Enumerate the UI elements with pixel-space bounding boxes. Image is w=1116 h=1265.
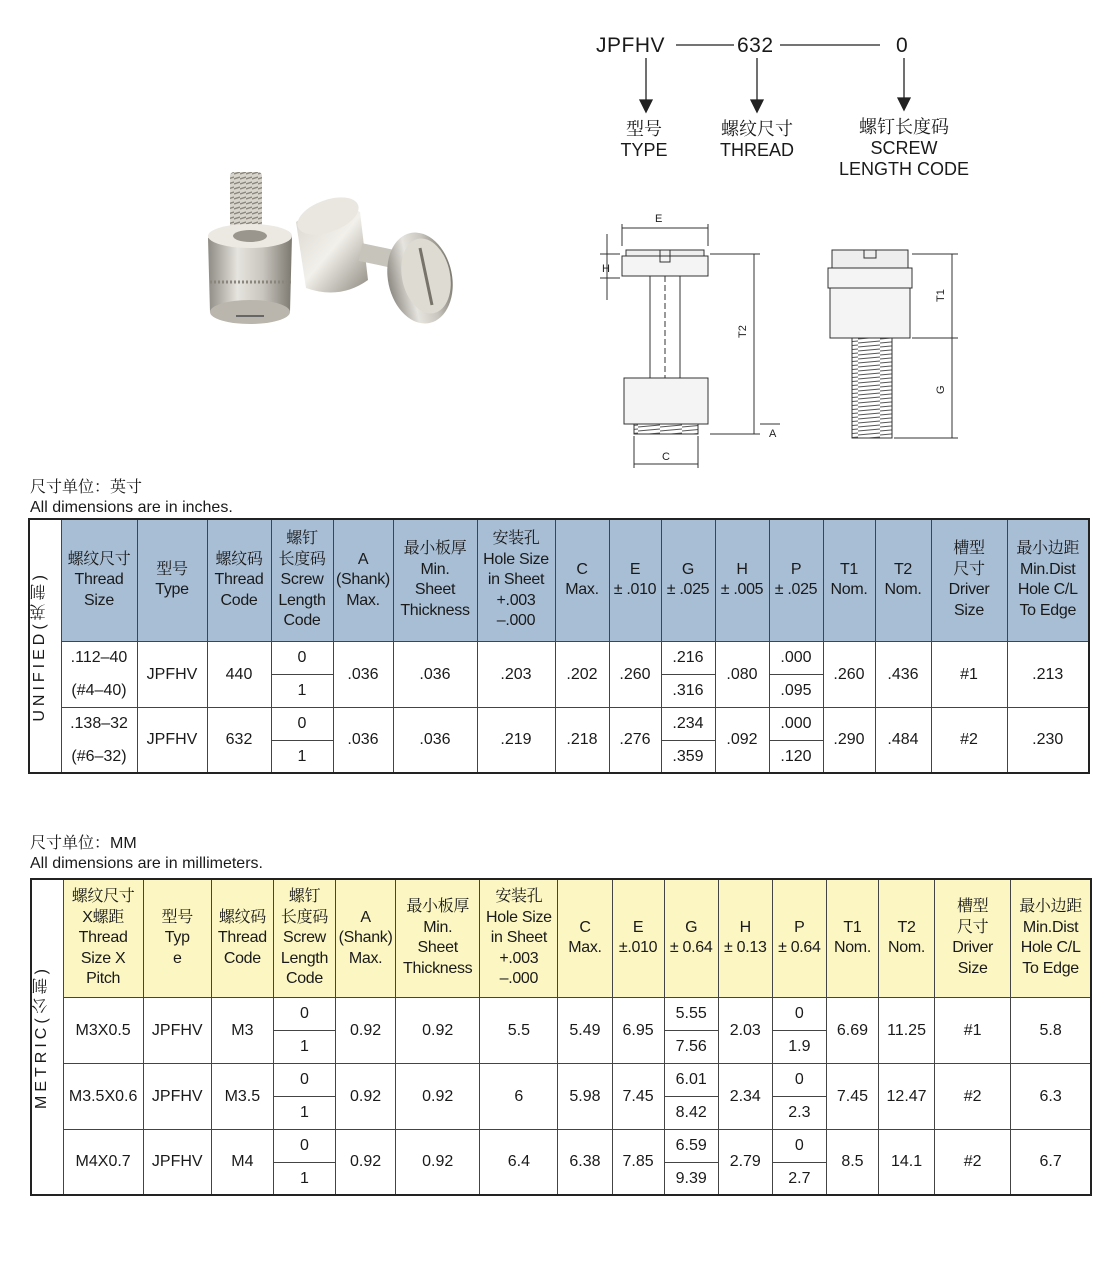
cell-g: 7.56	[664, 1030, 718, 1063]
cell-hole: 6	[480, 1063, 558, 1129]
cell-code: M4	[211, 1129, 273, 1195]
cell-a: 0.92	[336, 1063, 396, 1129]
unified-unit-en: All dimensions are in inches.	[30, 499, 233, 516]
metric-side-label: METRIC(公制)	[33, 965, 50, 1109]
illustrations	[0, 0, 1116, 480]
hdr-thread-code: 螺纹码 Thread Code	[207, 519, 271, 641]
cell-t2: 12.47	[879, 1063, 935, 1129]
table-row	[31, 1063, 1091, 1096]
cell-len: 1	[271, 740, 333, 773]
cell-t1: 8.5	[826, 1129, 878, 1195]
cell-len: 0	[271, 707, 333, 740]
callout-length-en2: LENGTH CODE	[838, 159, 970, 179]
cell-type: JPFHV	[137, 707, 207, 773]
drawing-assembled-view	[828, 250, 958, 438]
hdr-min-sheet: 最小板厚 Min. Sheet Thickness	[393, 519, 477, 641]
unified-unit-cn: 尺寸单位：英寸	[30, 479, 143, 496]
callout-length-en: SCREW	[870, 138, 938, 158]
table-row	[31, 997, 1091, 1030]
hdr-t1: T1 Nom.	[823, 519, 875, 641]
cell-sheet: .036	[393, 707, 477, 773]
cell-p: 2.3	[772, 1096, 826, 1129]
cell-p: .000	[769, 707, 823, 740]
callout-type-cn: 型号	[626, 119, 662, 139]
hdr-c: C Max.	[558, 879, 612, 997]
cell-len: 0	[273, 997, 335, 1030]
metric-table	[30, 878, 1092, 1196]
cell-thread: M3.5X0.6	[63, 1063, 143, 1129]
cell-g: 5.55	[664, 997, 718, 1030]
label-A: A	[769, 428, 777, 440]
hdr-a: A (Shank) Max.	[333, 519, 393, 641]
hdr-t2: T2 Nom.	[879, 879, 935, 997]
cell-g: 9.39	[664, 1162, 718, 1195]
cell-c: 5.98	[558, 1063, 612, 1129]
cell-sheet: .036	[393, 641, 477, 707]
cell-thread: .112–40 (#4–40)	[61, 641, 137, 707]
cell-c: .202	[555, 641, 609, 707]
cell-len: 0	[271, 641, 333, 674]
cell-len: 0	[273, 1129, 335, 1162]
cell-thread: .138–32 (#6–32)	[61, 707, 137, 773]
cell-len: 0	[273, 1063, 335, 1096]
label-T1: T1	[935, 289, 947, 302]
cell-c: 5.49	[558, 997, 612, 1063]
cell-len: 1	[271, 674, 333, 707]
cell-t1: 7.45	[826, 1063, 878, 1129]
cell-type: JPFHV	[137, 641, 207, 707]
cell-p: 0	[772, 997, 826, 1030]
hdr-t1: T1 Nom.	[826, 879, 878, 997]
cell-p: .000	[769, 641, 823, 674]
hdr-length-code: 螺钉 长度码 Screw Length Code	[273, 879, 335, 997]
hdr-t2: T2 Nom.	[875, 519, 931, 641]
cell-p: .120	[769, 740, 823, 773]
pn-type: JPFHV	[596, 34, 666, 57]
hdr-thread: 螺纹尺寸 X螺距 Thread Size X Pitch	[63, 879, 143, 997]
hdr-e: E ± .010	[609, 519, 661, 641]
cell-e: 6.95	[612, 997, 664, 1063]
cell-edge: 5.8	[1011, 997, 1091, 1063]
cell-sheet: 0.92	[396, 1063, 480, 1129]
cell-len: 1	[273, 1096, 335, 1129]
hdr-thread: 螺纹尺寸 Thread Size	[61, 519, 137, 641]
unified-side-label: UNIFIED(英制)	[31, 570, 48, 722]
cell-p: 0	[772, 1063, 826, 1096]
cell-edge: .213	[1007, 641, 1089, 707]
cell-t2: .484	[875, 707, 931, 773]
cell-g: .359	[661, 740, 715, 773]
cell-edge: 6.7	[1011, 1129, 1091, 1195]
pn-length: 0	[896, 34, 909, 57]
cell-code: M3.5	[211, 1063, 273, 1129]
cell-code: 632	[207, 707, 271, 773]
cell-a: .036	[333, 641, 393, 707]
hdr-type: 型号 Type	[137, 519, 207, 641]
cell-t2: 11.25	[879, 997, 935, 1063]
hdr-hole: 安装孔 Hole Size in Sheet +.003 –.000	[480, 879, 558, 997]
cell-edge: .230	[1007, 707, 1089, 773]
hdr-h: H ± .005	[715, 519, 769, 641]
cell-p: 0	[772, 1129, 826, 1162]
cell-p: 1.9	[772, 1030, 826, 1063]
cell-p: 2.7	[772, 1162, 826, 1195]
cell-thread: M4X0.7	[63, 1129, 143, 1195]
hdr-p: P ± .025	[769, 519, 823, 641]
cell-c: .218	[555, 707, 609, 773]
cell-driver: #1	[931, 641, 1007, 707]
hdr-driver: 槽型 尺寸 Driver Size	[935, 879, 1011, 997]
drawing-side-view	[600, 224, 780, 468]
cell-len: 1	[273, 1162, 335, 1195]
cell-t2: .436	[875, 641, 931, 707]
callout-length-cn: 螺钉长度码	[859, 117, 949, 137]
cell-hole: 5.5	[480, 997, 558, 1063]
hdr-min-sheet: 最小板厚 Min. Sheet Thickness	[396, 879, 480, 997]
label-T2: T2	[737, 325, 749, 338]
cell-g: 6.01	[664, 1063, 718, 1096]
cell-a: 0.92	[336, 997, 396, 1063]
hdr-driver: 槽型 尺寸 Driver Size	[931, 519, 1007, 641]
cell-driver: #2	[935, 1129, 1011, 1195]
cell-g: .216	[661, 641, 715, 674]
cell-a: .036	[333, 707, 393, 773]
cell-hole: .219	[477, 707, 555, 773]
table-row	[29, 707, 1089, 740]
callout-thread-cn: 螺纹尺寸	[721, 119, 793, 139]
cell-type: JPFHV	[143, 997, 211, 1063]
cell-g: .234	[661, 707, 715, 740]
cell-g: 6.59	[664, 1129, 718, 1162]
label-H: H	[602, 263, 610, 275]
cell-driver: #2	[935, 1063, 1011, 1129]
cell-h: .080	[715, 641, 769, 707]
hdr-edge: 最小边距 Min.Dist Hole C/L To Edge	[1011, 879, 1091, 997]
hdr-a: A (Shank) Max.	[336, 879, 396, 997]
cell-t1: .290	[823, 707, 875, 773]
cell-t1: .260	[823, 641, 875, 707]
cell-p: .095	[769, 674, 823, 707]
cell-sheet: 0.92	[396, 997, 480, 1063]
cell-a: 0.92	[336, 1129, 396, 1195]
cell-code: 440	[207, 641, 271, 707]
table-row	[29, 641, 1089, 674]
cell-hole: 6.4	[480, 1129, 558, 1195]
table-row	[31, 1129, 1091, 1162]
cell-h: 2.34	[718, 1063, 772, 1129]
metric-side	[31, 879, 63, 1195]
hdr-edge: 最小边距 Min.Dist Hole C/L To Edge	[1007, 519, 1089, 641]
pn-thread: 632	[737, 34, 774, 57]
product-photo	[208, 172, 461, 330]
cell-e: 7.45	[612, 1063, 664, 1129]
callout-lines	[640, 45, 910, 112]
metric-unit-cn: 尺寸单位：MM	[30, 835, 137, 852]
hdr-h: H ± 0.13	[718, 879, 772, 997]
cell-e: .260	[609, 641, 661, 707]
label-E: E	[655, 213, 663, 225]
cell-driver: #1	[935, 997, 1011, 1063]
hdr-g: G ± 0.64	[664, 879, 718, 997]
cell-e: 7.85	[612, 1129, 664, 1195]
hdr-thread-code: 螺纹码 Thread Code	[211, 879, 273, 997]
cell-type: JPFHV	[143, 1129, 211, 1195]
cell-edge: 6.3	[1011, 1063, 1091, 1129]
callout-type-en: TYPE	[620, 140, 668, 160]
hdr-p: P ± 0.64	[772, 879, 826, 997]
cell-c: 6.38	[558, 1129, 612, 1195]
cell-h: .092	[715, 707, 769, 773]
cell-driver: #2	[931, 707, 1007, 773]
hdr-length-code: 螺钉 长度码 Screw Length Code	[271, 519, 333, 641]
cell-e: .276	[609, 707, 661, 773]
cell-type: JPFHV	[143, 1063, 211, 1129]
callout-thread-en: THREAD	[719, 140, 794, 160]
cell-g: .316	[661, 674, 715, 707]
cell-t1: 6.69	[826, 997, 878, 1063]
hdr-g: G ± .025	[661, 519, 715, 641]
metric-unit-en: All dimensions are in millimeters.	[30, 855, 263, 872]
cell-thread: M3X0.5	[63, 997, 143, 1063]
cell-t2: 14.1	[879, 1129, 935, 1195]
unified-side	[29, 519, 61, 773]
cell-len: 1	[273, 1030, 335, 1063]
cell-h: 2.79	[718, 1129, 772, 1195]
hdr-hole: 安装孔 Hole Size in Sheet +.003 –.000	[477, 519, 555, 641]
cell-h: 2.03	[718, 997, 772, 1063]
cell-g: 8.42	[664, 1096, 718, 1129]
cell-sheet: 0.92	[396, 1129, 480, 1195]
cell-hole: .203	[477, 641, 555, 707]
hdr-c: C Max.	[555, 519, 609, 641]
unified-table	[28, 518, 1090, 774]
hdr-type: 型号 Typ e	[143, 879, 211, 997]
cell-code: M3	[211, 997, 273, 1063]
label-G: G	[935, 385, 947, 394]
label-C: C	[662, 451, 670, 463]
hdr-e: E ±.010	[612, 879, 664, 997]
